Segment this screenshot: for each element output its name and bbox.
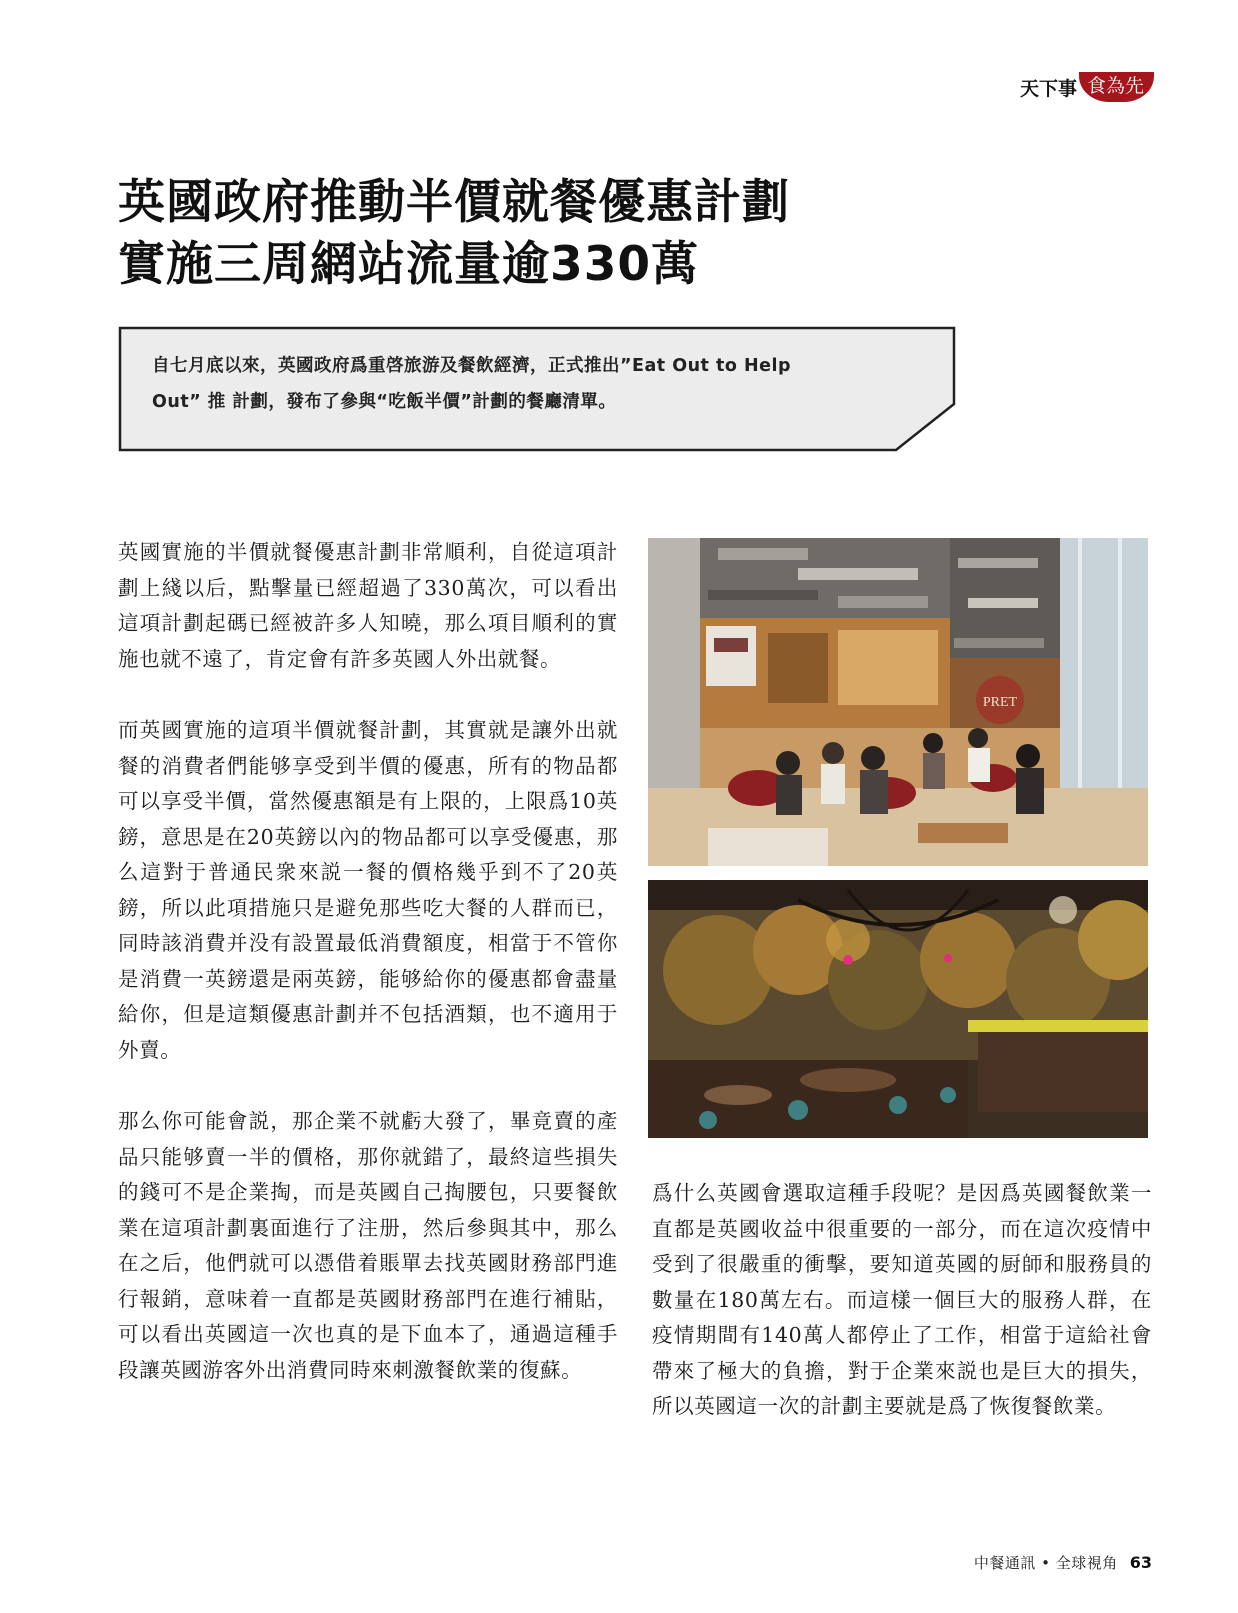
page-number: 63 (1129, 1553, 1152, 1572)
body-paragraph-2: 而英國實施的這項半價就餐計劃，其實就是讓外出就餐的消費者們能够享受到半價的優惠，所有的物品都可以享受半價，當然優惠額是有上限的，上限爲10英鎊，意思是在20英鎊以內的物品都可以享受優惠，那么這對于普通民衆來説一餐的價格幾乎到不了20英鎊，所以此項措施只是避免那些吃大餐的人群而已，同時該消費并没有設置最低消費額度，相當于不管你是消費一英鎊還是兩英鎊，能够給你的優惠都會盡量給你，但是這類優惠計劃并不包括酒類，也不適用于外賣。 (118, 718, 618, 1062)
section-tag (1020, 72, 1154, 102)
cafe-photo-image (648, 538, 1148, 866)
section-tag-black: 天下事 (1019, 77, 1077, 100)
bar-photo-image (648, 880, 1148, 1138)
page-footer (974, 1552, 1152, 1573)
body-column-right (652, 1176, 1152, 1461)
photo-bar (648, 880, 1148, 1138)
body-column-left (118, 535, 618, 1424)
photo-cafe (648, 538, 1148, 866)
section-tag-red: 食為先 (1079, 72, 1154, 102)
body-paragraph-1: 英國實施的半價就餐優惠計劃非常順利，自從這項計劃上綫以后，點擊量已經超過了330萬次，可以看出這項計劃起碼已經被許多人知曉，那么項目順利的實施也就不遠了，肯定會有許多英國人外出就餐。 (118, 540, 618, 671)
cafe-sign-text: PRET (982, 695, 1018, 710)
title-line-1: 英國政府推動半價就餐優惠計劃 (118, 175, 790, 230)
title-line-2: 實施三周網站流量逾330萬 (118, 237, 700, 292)
lede-line-1: 自七月底以來，英國政府爲重啓旅游及餐飲經濟，正式推出”Eat Out to Help (152, 356, 792, 376)
lede-line-2: Out” 推 計劃，發布了參與“吃飯半價”計劃的餐廳清單。 (152, 392, 617, 412)
lede-box (118, 326, 958, 452)
body-paragraph-3: 那么你可能會説，那企業不就虧大發了，畢竟賣的產品只能够賣一半的價格，那你就錯了，最終這些損失的錢可不是企業掏，而是英國自己掏腰包，只要餐飲業在這項計劃裏面進行了注册，然后參與其中，那么在之后，他們就可以憑借着賬單去找英國財務部門進行報銷，意味着一直都是英國財務部門在進行補貼，可以看出英國這一次也真的是下血本了，通過這種手段讓英國游客外出消費同時來刺激餐飲業的復蘇。 (118, 1109, 618, 1382)
footer-publication: 中餐通訊 • 全球視角 (973, 1554, 1118, 1572)
body-paragraph-4: 爲什么英國會選取這種手段呢？是因爲英國餐飲業一直都是英國收益中很重要的一部分，而在這次疫情中受到了很嚴重的衝擊，要知道英國的厨師和服務員的數量在180萬左右。而這樣一個巨大的服務人群，在疫情期間有140萬人都停止了工作，相當于這給社會帶來了極大的負擔，對于企業來説也是巨大的損失，所以英國這一次的計劃主要就是爲了恢復餐飲業。 (652, 1181, 1152, 1418)
lede-text (152, 348, 912, 420)
article-title (118, 172, 938, 296)
